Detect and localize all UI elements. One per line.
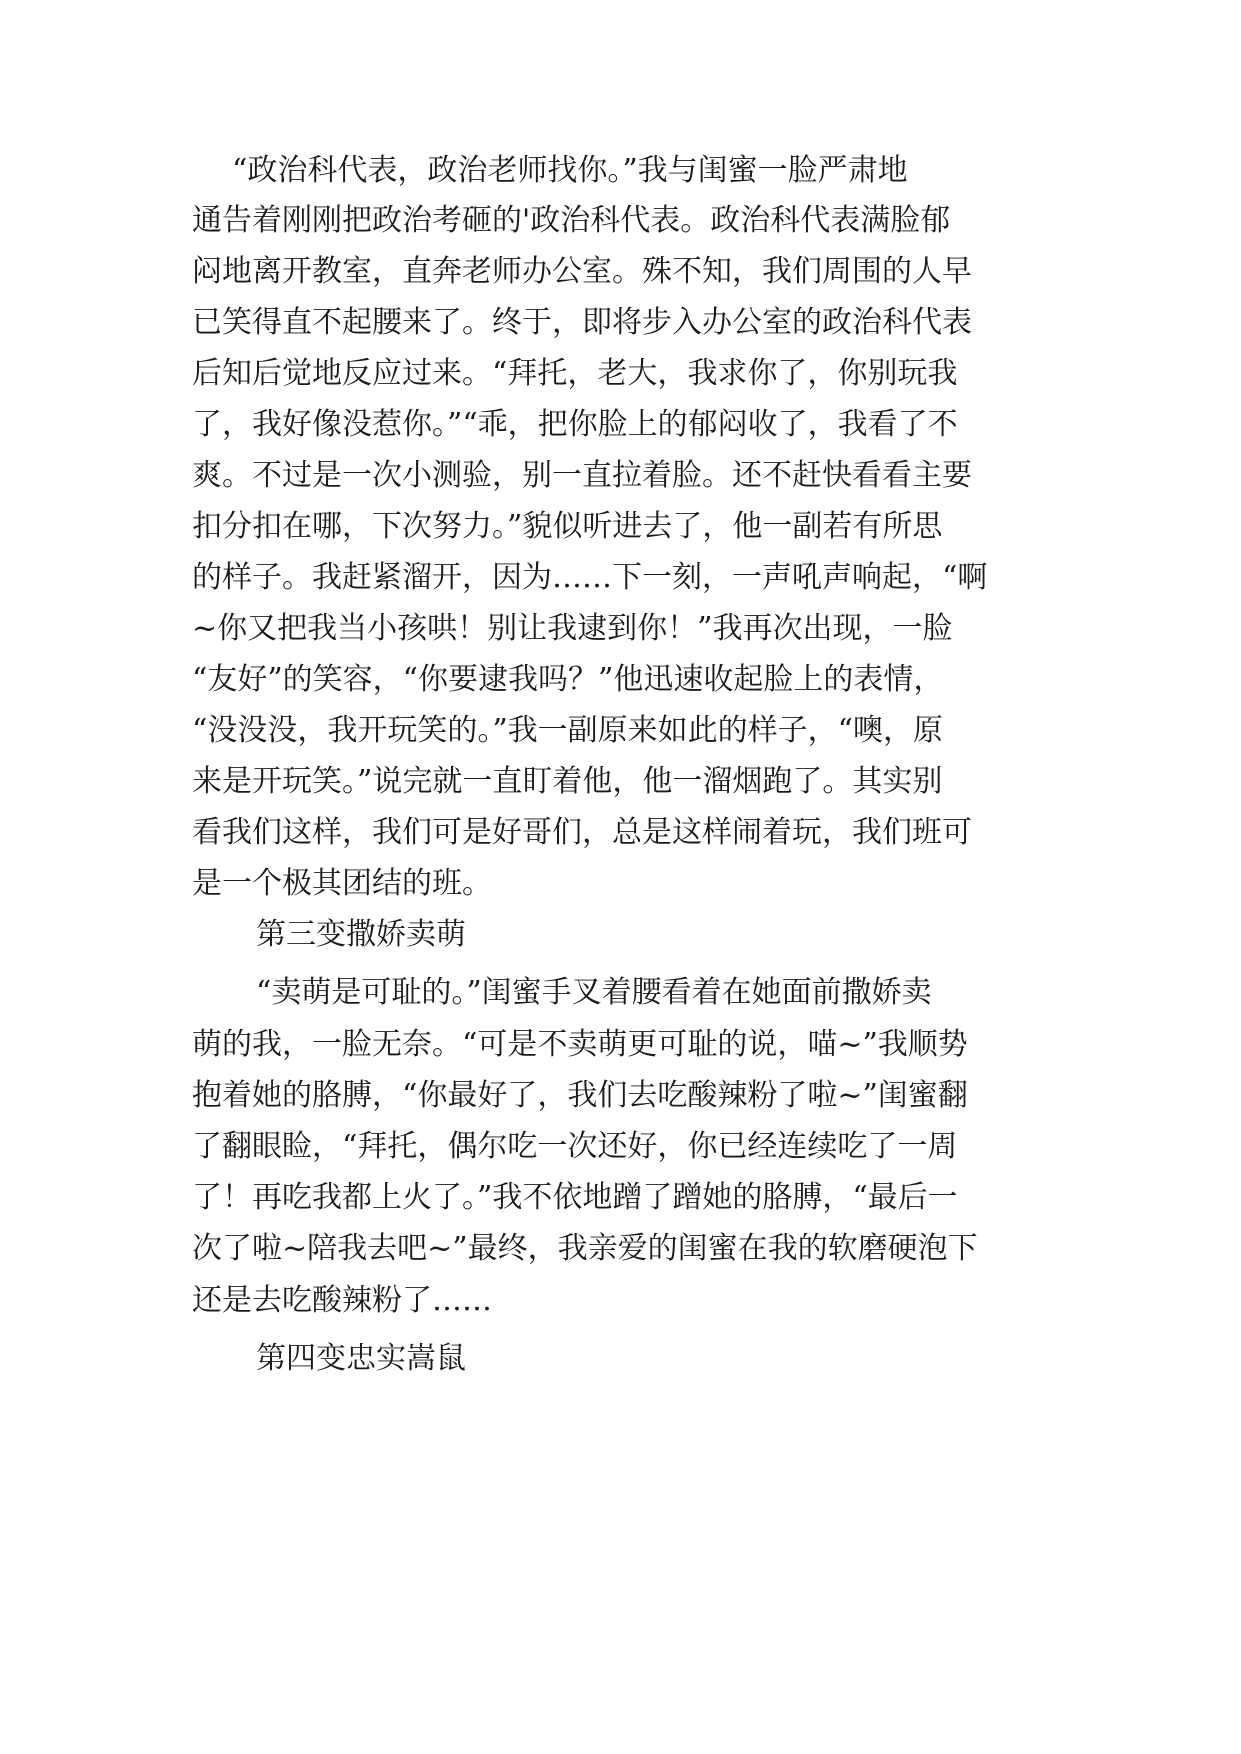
text-line: 看我们这样，我们可是好哥们，总是这样闹着玩，我们班可 — [192, 815, 972, 850]
text-line: “没没没，我开玩笑的。”我一副原来如此的样子，“噢，原 — [192, 713, 944, 748]
text-line: 已笑得直不起腰来了。终于，即将步入办公室的政治科代表 — [192, 305, 972, 340]
section-heading: 第三变撒娇卖萌 — [256, 917, 466, 952]
text-line: “政治科代表，政治老师找你。”我与闺蜜一脸严肃地 — [232, 153, 908, 188]
text-line: “卖萌是可耻的。”闺蜜手叉着腰看着在她面前撒娇卖 — [256, 975, 932, 1010]
text-line: 萌的我，一脸无奈。“可是不卖萌更可耻的说，喵~”我顺势 — [192, 1027, 968, 1062]
text-line: 来是开玩笑。”说完就一直盯着他，他一溜烟跑了。其实别 — [192, 764, 943, 799]
text-line: 爽。不过是一次小测验，别一直拉着脸。还不赶快看看主要 — [192, 458, 972, 493]
text-line: 了！再吃我都上火了。”我不依地蹭了蹭她的胳膊，“最后一 — [192, 1180, 958, 1215]
text-line: 是一个极其团结的班。 — [192, 866, 492, 901]
text-line: 还是去吃酸辣粉了…… — [192, 1283, 492, 1318]
text-line: 次了啦~陪我去吧~”最终，我亲爱的闺蜜在我的软磨硬泡下 — [192, 1231, 978, 1266]
text-line: 通告着刚刚把政治考砸的'政治科代表。政治科代表满脸郁 — [192, 203, 951, 238]
section-heading: 第四变忠实嵩鼠 — [256, 1341, 466, 1376]
text-line: 了，我好像没惹你。”“乖，把你脸上的郁闷收了，我看了不 — [192, 407, 958, 442]
text-line: 扣分扣在哪，下次努力。”貌似听进去了，他一副若有所思 — [192, 509, 943, 544]
text-line: 的样子。我赶紧溜开，因为……下一刻，一声吼声响起，“啊 — [192, 560, 988, 595]
text-line: ~你又把我当小孩哄！别让我逮到你！”我再次出现，一脸 — [192, 611, 953, 646]
text-line: 了翻眼睑，“拜托，偶尔吃一次还好，你已经连续吃了一周 — [192, 1129, 958, 1164]
text-line: 后知后觉地反应过来。“拜托，老大，我求你了，你别玩我 — [192, 356, 958, 391]
text-line: 闷地离开教室，直奔老师办公室。殊不知，我们周围的人早 — [192, 254, 972, 289]
text-line: 抱着她的胳膊，“你最好了，我们去吃酸辣粉了啦~”闺蜜翻 — [192, 1078, 968, 1113]
text-line: “友好”的笑容，“你要逮我吗？”他迅速收起脸上的表情， — [192, 662, 944, 697]
